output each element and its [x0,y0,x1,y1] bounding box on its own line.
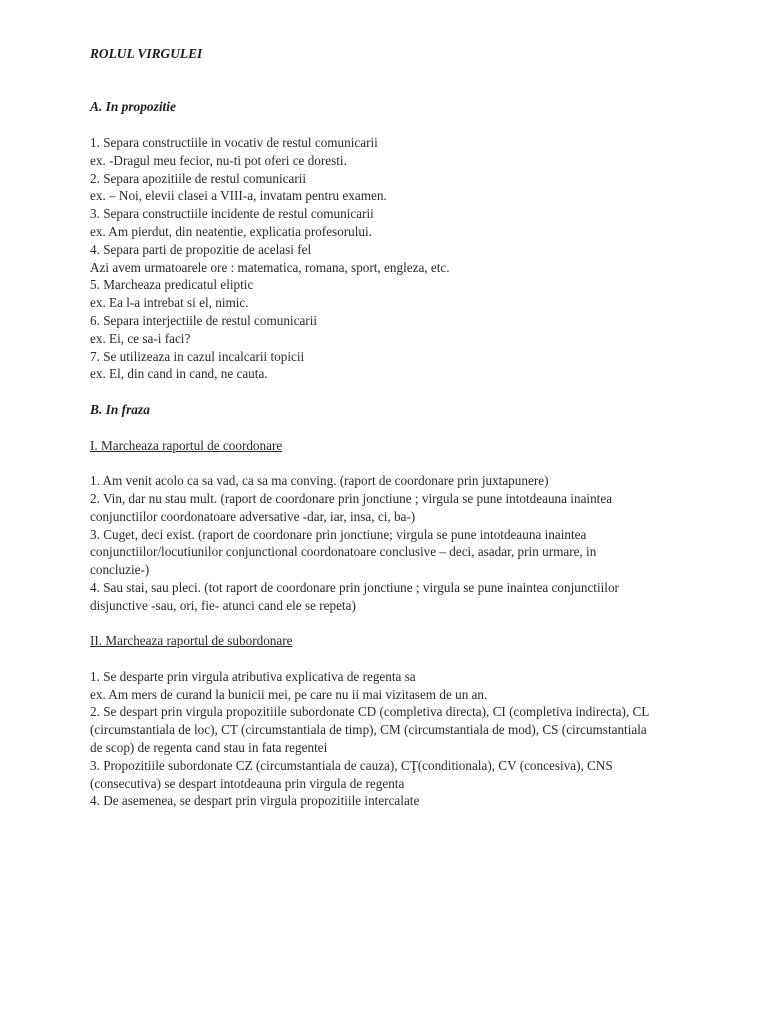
text-line: ex. – Noi, elevii clasei a VIII-a, invatam pentru examen. [90,188,387,204]
text-line: 7. Se utilizeaza in cazul incalcarii topicii [90,348,305,364]
text-line: ex. -Dragul meu fecior, nu-ti pot oferi ce doresti. [90,152,347,168]
spacer [90,615,730,633]
document-page [90,45,730,810]
text-line: 1. Se desparte prin virgula atributiva explicativa de regenta sa [90,668,416,684]
spacer [90,650,730,668]
spacer [90,419,730,437]
text-line: 3. Separa constructiile incidente de restul comunicarii [90,206,374,222]
section-a-heading: A. In propozitie [90,99,176,115]
coordination-heading: I. Marcheaza raportul de coordonare [90,437,283,453]
text-line: 1. Am venit acolo ca sa vad, ca sa ma conving. (raport de coordonare prin juxtapunere) [90,473,549,489]
section-b-heading: B. In fraza [90,401,150,417]
text-line: 2. Se despart prin virgula propozitiile subordonate CD (completiva directa), CI (completiva indirecta), CL [90,704,650,720]
text-line: ex. Am pierdut, din neatentie, explicatia profesorului. [90,223,372,239]
text-line: 4. De asemenea, se despart prin virgula propozitiile intercalate [90,793,420,809]
text-line: conjunctiilor/locutiunilor conjunctional coordonatoare conclusive – deci, asadar, prin urmare, in [90,544,597,560]
spacer [90,454,730,472]
text-line: 4. Separa parti de propozitie de acelasi fel [90,241,312,257]
text-line: (circumstantiala de loc), CT (circumstantiala de timp), CM (circumstantiala de mod), CS (circumstantiala [90,722,647,738]
coordination-body [90,472,730,614]
text-line: 5. Marcheaza predicatul eliptic [90,277,254,293]
subordination-body [90,668,730,810]
text-line: 1. Separa constructiile in vocativ de restul comunicarii [90,134,378,150]
text-line: concluzie-) [90,562,150,578]
text-line: conjunctiilor coordonatoare adversative -dar, iar, insa, ci, ba-) [90,508,416,524]
spacer [90,81,730,99]
text-line: 3. Propozitiile subordonate CZ (circumstantiala de cauza), CŢ(conditionala), CV (concesiva), CNS [90,757,613,773]
subordination-heading: II. Marcheaza raportul de subordonare [90,633,293,649]
section-a-body [90,134,730,383]
spacer [90,116,730,134]
text-line: 2. Separa apozitiile de restul comunicarii [90,170,307,186]
document-title: ROLUL VIRGULEI [90,46,203,61]
spacer [90,383,730,401]
text-line: ex. Am mers de curand la bunicii mei, pe care nu ii mai vizitasem de un an. [90,686,488,702]
text-line: 6. Separa interjectiile de restul comunicarii [90,312,318,328]
spacer [90,63,730,81]
text-line: de scop) de regenta cand stau in fata regentei [90,740,328,756]
text-line: ex. El, din cand in cand, ne cauta. [90,366,268,382]
text-line: disjunctive -sau, ori, fie- atunci cand ele se repeta) [90,597,356,613]
text-line: 4. Sau stai, sau pleci. (tot raport de coordonare prin jonctiune ; virgula se pune inaintea conjunctiilor [90,579,619,595]
text-line: Azi avem urmatoarele ore : matematica, romana, sport, engleza, etc. [90,259,450,275]
text-line: ex. Ei, ce sa-i faci? [90,330,191,346]
text-line: ex. Ea l-a intrebat si el, nimic. [90,295,249,311]
text-line: 3. Cuget, deci exist. (raport de coordonare prin jonctiune; virgula se pune intotdeauna inaintea [90,526,587,542]
text-line: 2. Vin, dar nu stau mult. (raport de coordonare prin jonctiune ; virgula se pune intotdeauna inaintea [90,490,613,506]
text-line: (consecutiva) se despart intotdeauna prin virgula de regenta [90,775,405,791]
